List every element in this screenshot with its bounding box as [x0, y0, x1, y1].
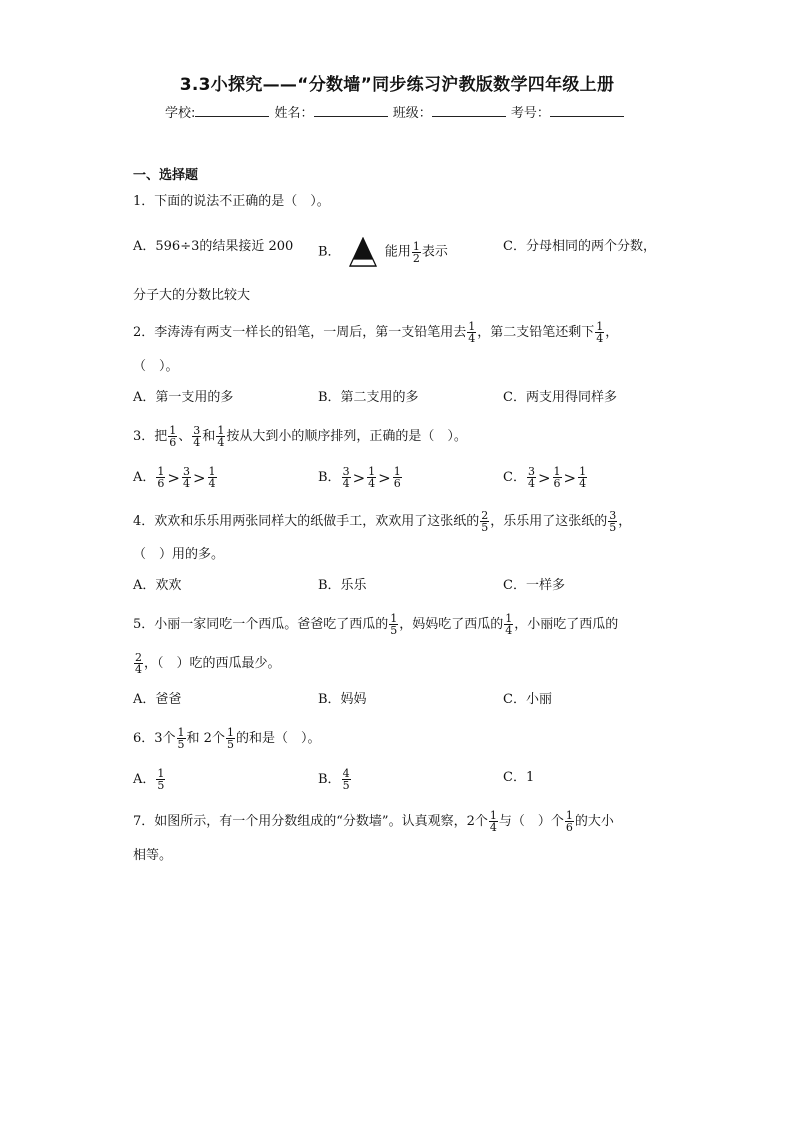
page-title: 3.3小探究——“分数墙”同步练习沪教版数学四年级上册: [179, 75, 615, 95]
q3-stem: 3．把 $\frac{1}{6}$ 、 $\frac{3}{4}$ 和 $\frac{1}{4}$ 按从大到小的顺序排列，正确的是（ ）。: [133, 424, 467, 449]
fraction: $\frac{3}{5}$: [609, 509, 617, 534]
q1-option-a[interactable]: A．596÷3的结果接近 200: [133, 239, 294, 254]
q5-stem: 5．小丽一家同吃一个西瓜。爸爸吃了西瓜的 $\frac{1}{5}$ ，妈妈吃了西瓜的 $\frac{1}{4}$ ，小丽吃了西瓜的: [133, 612, 619, 637]
q2-stem-continued: （ ）。: [133, 359, 179, 374]
q5-stem-continued: $\frac{2}{4}$ ，（ ）吃的西瓜最少。: [135, 651, 281, 676]
q7-stem-continued: 相等。: [133, 848, 173, 863]
q4-stem: 4．欢欢和乐乐用两张同样大的纸做手工，欢欢用了这张纸的 $\frac{2}{5}$ ，乐乐用了这张纸的 $\frac{3}{5}$ ，: [133, 509, 632, 534]
q2-stem: 2．李涛涛有两支一样长的铅笔，一周后，第一支铅笔用去 $\frac{1}{4}$ ，第二支铅笔还剩下 $\frac{1}{4}$ ，: [133, 320, 619, 345]
fraction: $\frac{1}{4}$: [596, 320, 604, 345]
q6-option-a[interactable]: A． $\frac{1}{5}$: [133, 767, 165, 792]
q6-option-c[interactable]: C．1: [503, 770, 535, 785]
fraction: $\frac{1}{6}$: [565, 809, 573, 834]
fraction: $\frac{1}{4}$: [217, 424, 225, 449]
q7-stem: 7．如图所示，有一个用分数组成的“分数墙”。认真观察，2个 $\frac{1}{4}$ 与（ ）个 $\frac{1}{6}$ 的大小: [133, 809, 614, 834]
q3-option-b[interactable]: B． $\frac{3}{4}$ > $\frac{1}{4}$ > $\frac{1}{6}$: [318, 465, 401, 490]
school-blank[interactable]: [195, 103, 269, 117]
fraction: $\frac{3}{4}$: [193, 424, 201, 449]
class-label: 班级：: [392, 106, 432, 121]
q2-option-c[interactable]: C．两支用得同样多: [503, 390, 617, 405]
fraction: $\frac{1}{4}$: [489, 809, 497, 834]
q1-option-c[interactable]: C．分母相同的两个分数，: [503, 239, 656, 254]
fraction: $\frac{1}{5}$: [177, 726, 185, 751]
q4-option-b[interactable]: B．乐乐: [318, 578, 367, 593]
fraction: $\frac{1}{6}$: [169, 424, 177, 449]
fraction: $\frac{1}{5}$: [226, 726, 234, 751]
q5-option-b[interactable]: B．妈妈: [318, 692, 367, 707]
q3-option-a[interactable]: A． $\frac{1}{6}$ > $\frac{3}{4}$ > $\frac{1}{4}$: [133, 465, 216, 490]
q6-option-b[interactable]: B． $\frac{4}{5}$: [318, 767, 350, 792]
q4-stem-continued: （ ）用的多。: [133, 547, 225, 562]
q1-option-b[interactable]: B． 能用 $\frac{1}{2}$ 表示: [318, 237, 448, 267]
number-label: 考号：: [510, 106, 550, 121]
q4-option-c[interactable]: C．一样多: [503, 578, 565, 593]
fraction: $\frac{1}{4}$: [505, 612, 513, 637]
number-blank[interactable]: [550, 103, 624, 117]
name-label: 姓名：: [274, 106, 314, 121]
fraction: $\frac{2}{5}$: [481, 509, 489, 534]
fraction: $\frac{1}{5}$: [390, 612, 398, 637]
fraction: $\frac{1}{2}$: [412, 239, 420, 265]
school-label: 学校:: [165, 106, 196, 121]
class-blank[interactable]: [432, 103, 506, 117]
q5-option-c[interactable]: C．小丽: [503, 692, 552, 707]
section-title: 一、选择题: [133, 168, 199, 183]
q4-option-a[interactable]: A．欢欢: [133, 578, 182, 593]
q3-option-c[interactable]: C． $\frac{3}{4}$ > $\frac{1}{6}$ > $\frac{1}{4}$: [503, 465, 587, 490]
half-shaded-triangle-icon: [349, 237, 377, 267]
q6-stem: 6．3个 $\frac{1}{5}$ 和 2个 $\frac{1}{5}$ 的和是（ ）。: [133, 726, 321, 751]
fraction: $\frac{2}{4}$: [135, 651, 142, 676]
q1-option-c-continued: 分子大的分数比较大: [133, 288, 251, 303]
student-info-line: [165, 102, 625, 121]
q2-option-b[interactable]: B．第二支用的多: [318, 390, 419, 405]
fraction: $\frac{1}{4}$: [468, 320, 476, 345]
q2-option-a[interactable]: A．第一支用的多: [133, 390, 234, 405]
q1-stem: 1．下面的说法不正确的是（ ）。: [133, 194, 330, 209]
name-blank[interactable]: [314, 103, 388, 117]
q5-option-a[interactable]: A．爸爸: [133, 692, 182, 707]
